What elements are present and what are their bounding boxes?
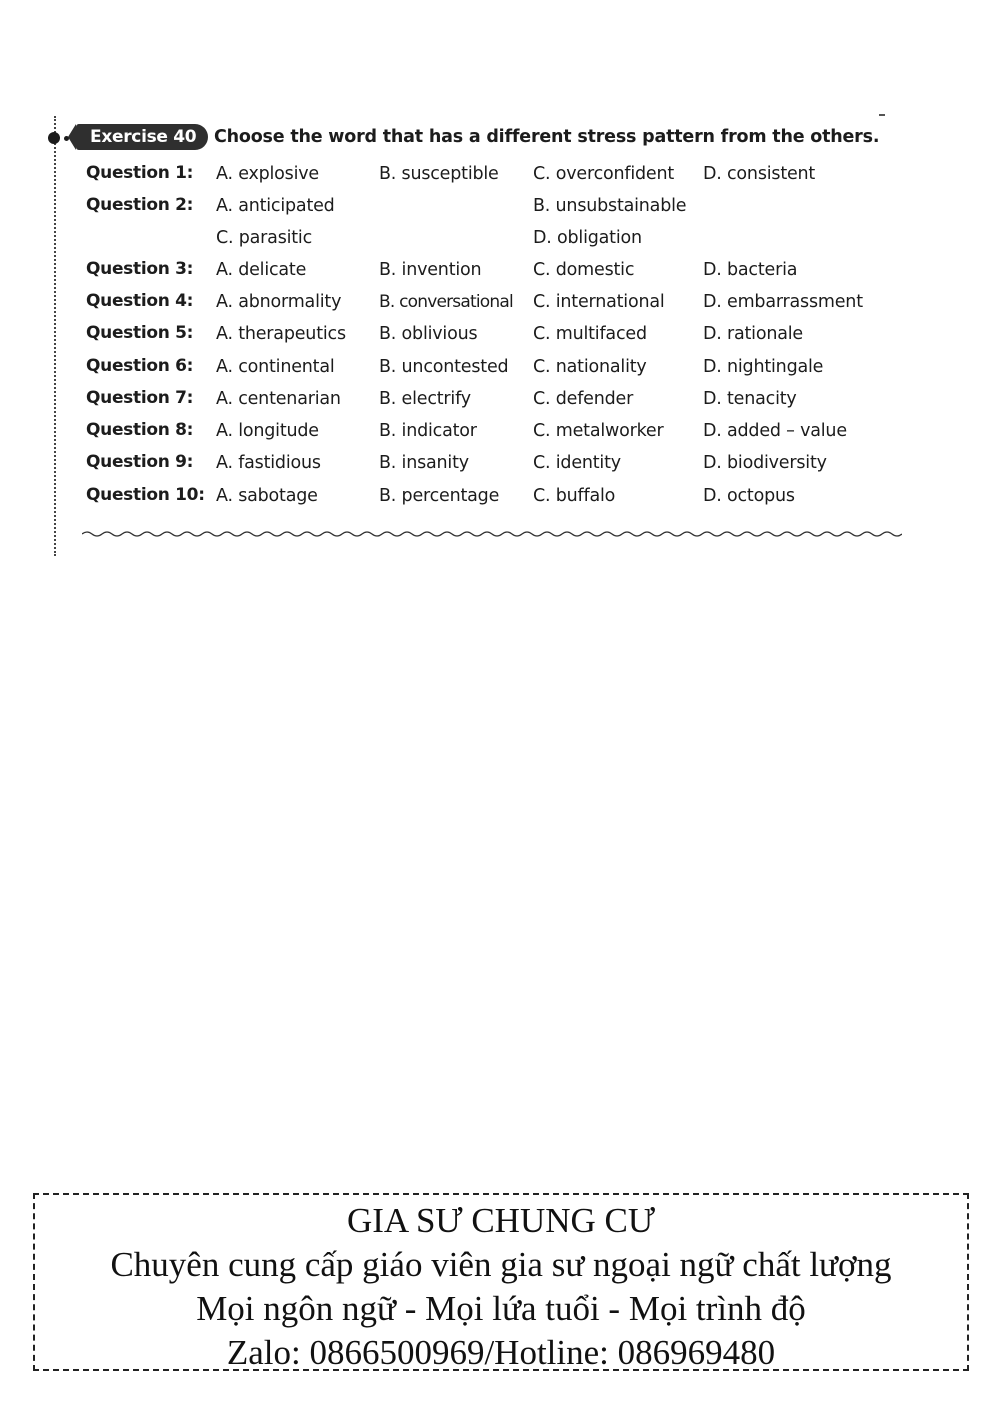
option-c: C. metalworker bbox=[533, 421, 664, 441]
option-a: A. explosive bbox=[216, 164, 319, 184]
option-b: B. conversational bbox=[379, 292, 513, 312]
option-c: C. domestic bbox=[533, 260, 635, 280]
option-b: B. uncontested bbox=[379, 357, 509, 377]
exercise-instruction: Choose the word that has a different stress pattern from the others. bbox=[214, 127, 880, 147]
corner-mark bbox=[879, 114, 885, 116]
question-label: Question 2: bbox=[86, 195, 194, 215]
option-d: D. nightingale bbox=[703, 357, 824, 377]
question-row-9 bbox=[0, 452, 1000, 482]
option-b: B. percentage bbox=[379, 486, 500, 506]
option-a: A. sabotage bbox=[216, 486, 318, 506]
option-d: D. bacteria bbox=[703, 260, 798, 280]
option-b: B. susceptible bbox=[379, 164, 499, 184]
question-label: Question 6: bbox=[86, 356, 194, 376]
question-row-1 bbox=[0, 163, 1000, 193]
option-a: A. anticipated bbox=[216, 196, 335, 216]
question-label: Question 9: bbox=[86, 452, 194, 472]
exercise-header bbox=[46, 122, 906, 154]
bullet-icon bbox=[48, 132, 60, 144]
option-b: B. insanity bbox=[379, 453, 469, 473]
tutor-ad-box bbox=[33, 1193, 969, 1371]
option-b: B. electrify bbox=[379, 389, 471, 409]
question-label: Question 5: bbox=[86, 323, 194, 343]
option-d: D. octopus bbox=[703, 486, 795, 506]
question-row-2 bbox=[0, 195, 1000, 225]
question-label: Question 4: bbox=[86, 291, 194, 311]
question-label: Question 3: bbox=[86, 259, 194, 279]
option-c: C. nationality bbox=[533, 357, 647, 377]
question-row-3 bbox=[0, 259, 1000, 289]
option-c: C. identity bbox=[533, 453, 621, 473]
question-row-7 bbox=[0, 388, 1000, 418]
option-a: A. therapeutics bbox=[216, 324, 346, 344]
option-c: C. buffalo bbox=[533, 486, 616, 506]
question-label: Question 1: bbox=[86, 163, 194, 183]
option-b: B. invention bbox=[379, 260, 482, 280]
option-a: A. delicate bbox=[216, 260, 307, 280]
ad-contact: Zalo: 0866500969/Hotline: 086969480 bbox=[226, 1333, 776, 1372]
option-c: C. international bbox=[533, 292, 665, 312]
ad-tagline: Chuyên cung cấp giáo viên gia sư ngoại ngữ chất lượng bbox=[110, 1245, 892, 1284]
option-d: D. embarrassment bbox=[703, 292, 863, 312]
question-row-10 bbox=[0, 485, 1000, 515]
option-c: C. parasitic bbox=[216, 228, 313, 248]
question-label: Question 7: bbox=[86, 388, 194, 408]
question-row-6 bbox=[0, 356, 1000, 386]
option-d: D. consistent bbox=[703, 164, 816, 184]
option-a: A. centenarian bbox=[216, 389, 341, 409]
option-d: D. added – value bbox=[703, 421, 847, 441]
exercise-badge: Exercise 40 bbox=[76, 124, 208, 150]
option-d: D. tenacity bbox=[703, 389, 797, 409]
question-row-4 bbox=[0, 291, 1000, 321]
option-d: D. obligation bbox=[533, 228, 642, 248]
option-b: B. indicator bbox=[379, 421, 477, 441]
wavy-divider bbox=[82, 526, 902, 542]
option-c: C. overconfident bbox=[533, 164, 675, 184]
question-row-8 bbox=[0, 420, 1000, 450]
question-row-2-cont bbox=[0, 227, 1000, 257]
option-b: B. unsubstainable bbox=[533, 196, 687, 216]
ad-subline: Mọi ngôn ngữ - Mọi lứa tuổi - Mọi trình độ bbox=[196, 1289, 806, 1328]
option-a: A. longitude bbox=[216, 421, 319, 441]
option-c: C. defender bbox=[533, 389, 634, 409]
option-a: A. abnormality bbox=[216, 292, 342, 312]
option-a: A. continental bbox=[216, 357, 335, 377]
option-a: A. fastidious bbox=[216, 453, 321, 473]
option-c: C. multifaced bbox=[533, 324, 647, 344]
question-label: Question 10: bbox=[86, 485, 205, 505]
question-row-5 bbox=[0, 323, 1000, 353]
option-d: D. rationale bbox=[703, 324, 803, 344]
question-label: Question 8: bbox=[86, 420, 194, 440]
ad-title: GIA SƯ CHUNG CƯ bbox=[346, 1201, 656, 1240]
option-d: D. biodiversity bbox=[703, 453, 827, 473]
option-b: B. oblivious bbox=[379, 324, 478, 344]
